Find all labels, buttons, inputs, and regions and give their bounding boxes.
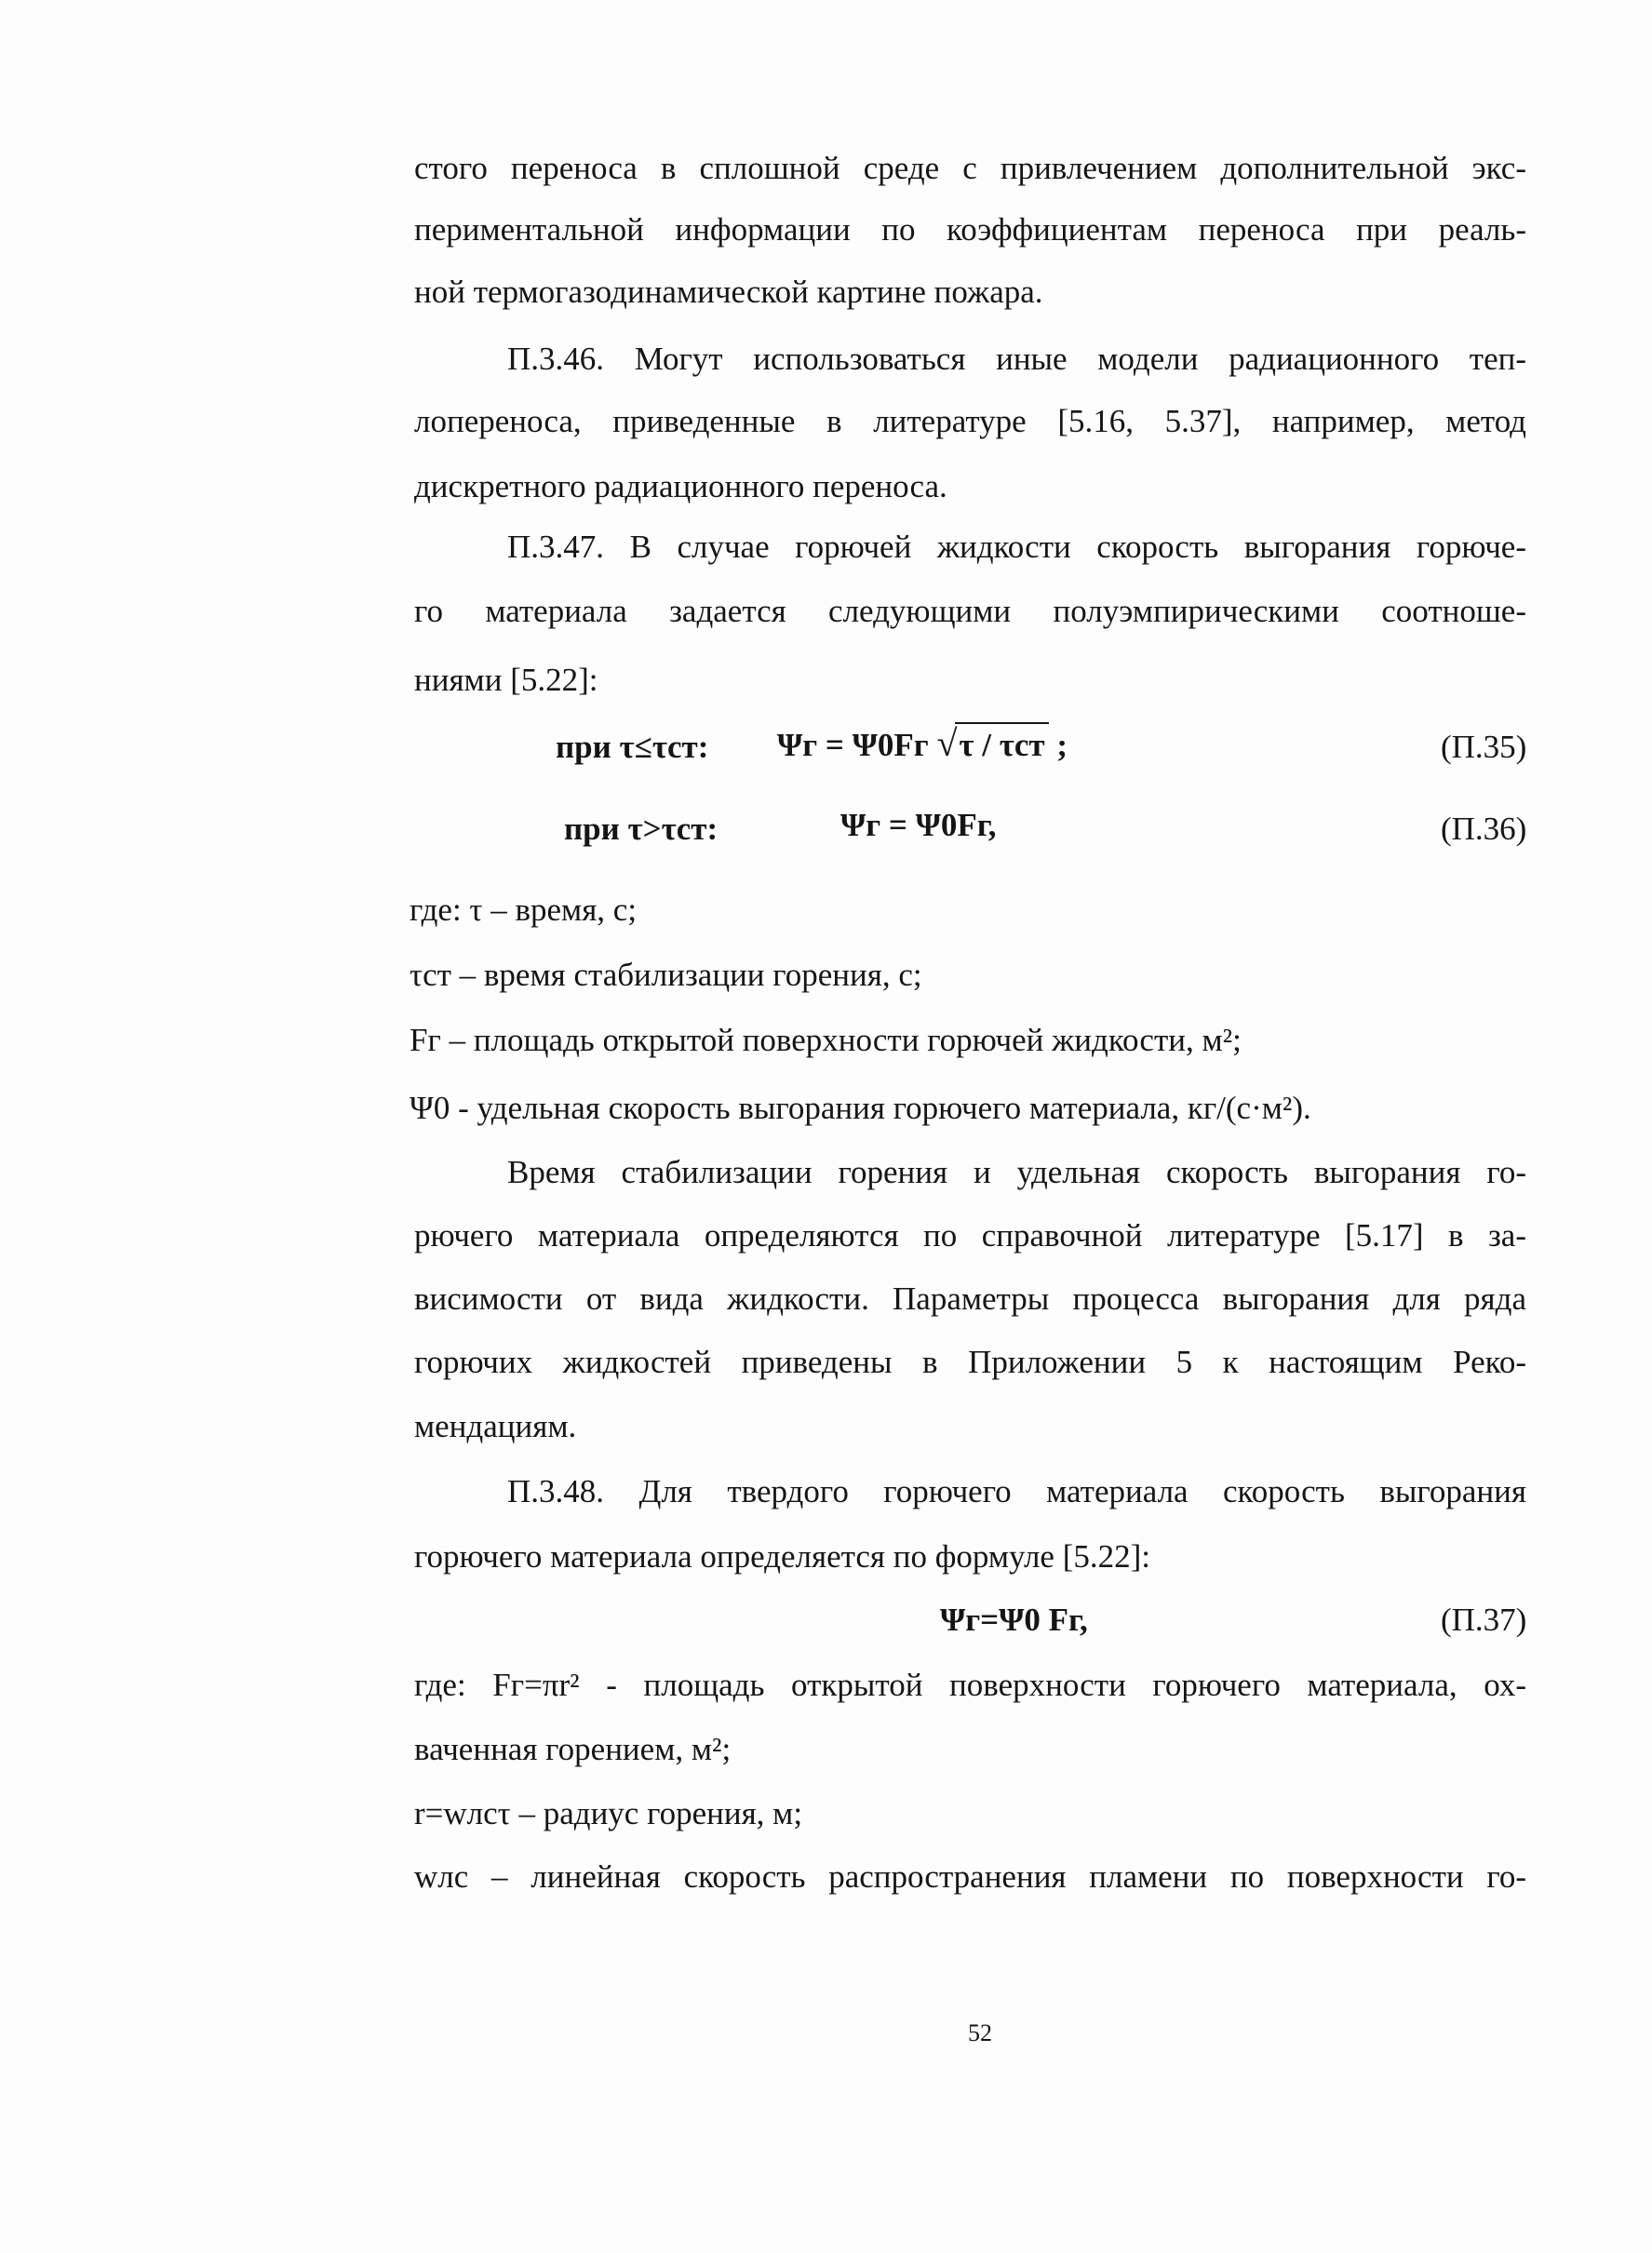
text-line: П.3.46. Могут использоваться иные модели радиационного теп- — [507, 341, 1526, 377]
text-line: мендациям. — [414, 1408, 577, 1444]
definition-line: wлс – линейная скорость распространения пламени по поверхности го- — [414, 1858, 1526, 1895]
page-number: 52 — [968, 2019, 992, 2046]
sqrt-symbol: √ — [936, 722, 958, 764]
text-line: Время стабилизации горения и удельная скорость выгорания го- — [507, 1154, 1526, 1190]
text-line: ниями [5.22]: — [414, 662, 598, 698]
formula-expression — [777, 722, 1068, 767]
text-line: П.3.47. В случае горючей жидкости скорость выгорания горюче- — [507, 529, 1526, 565]
formula-condition: при τ>τст: — [564, 811, 719, 847]
text-line: периментальной информации по коэффициентам переноса при реаль- — [414, 211, 1526, 248]
definition-line: ваченная горением, м²; — [414, 1731, 732, 1767]
formula-tail: ; — [1056, 727, 1068, 763]
text-line: дискретного радиационного переноса. — [414, 468, 947, 504]
formula-lhs: Ψг = Ψ0Fг — [777, 727, 929, 763]
text-line: П.3.48. Для твердого горючего материала скорость выгорания — [507, 1473, 1526, 1509]
text-line: горючего материала определяется по формуле [5.22]: — [414, 1538, 1150, 1575]
formula-number: (П.37) — [1441, 1602, 1527, 1638]
formula-expression: Ψг = Ψ0Fг, — [840, 807, 997, 843]
definition-line: Fг – площадь открытой поверхности горючей жидкости, м²; — [410, 1022, 1242, 1058]
text-line: лопереноса, приведенные в литературе [5.16, 5.37], например, метод — [414, 403, 1526, 439]
text-line: рючего материала определяются по справочной литературе [5.17] в за- — [414, 1217, 1526, 1254]
definition-line: где: τ – время, с; — [410, 892, 638, 928]
text-line: ной термогазодинамической картине пожара. — [414, 274, 1043, 310]
text-line: стого переноса в сплошной среде с привлечением дополнительной экс- — [414, 150, 1526, 186]
text-line: го материала задается следующими полуэмпирическими соотноше- — [414, 593, 1526, 629]
text-line: висимости от вида жидкости. Параметры процесса выгорания для ряда — [414, 1281, 1526, 1317]
formula-expression: Ψг=Ψ0 Fг, — [940, 1602, 1088, 1638]
definition-line: τст – время стабилизации горения, с; — [410, 957, 922, 993]
definition-line: r=wлсτ – радиус горения, м; — [414, 1795, 803, 1831]
formula-radicand: τ / τст — [955, 722, 1048, 767]
definition-line: Ψ0 - удельная скорость выгорания горючего материала, кг/(с·м²). — [410, 1090, 1311, 1126]
text-line: горючих жидкостей приведены в Приложении 5 к настоящим Реко- — [414, 1344, 1526, 1380]
definition-line: где: Fг=πr² - площадь открытой поверхности горючего материала, ох- — [414, 1667, 1526, 1703]
formula-condition: при τ≤τст: — [556, 729, 709, 765]
formula-number: (П.35) — [1441, 729, 1527, 765]
formula-number: (П.36) — [1441, 811, 1527, 847]
